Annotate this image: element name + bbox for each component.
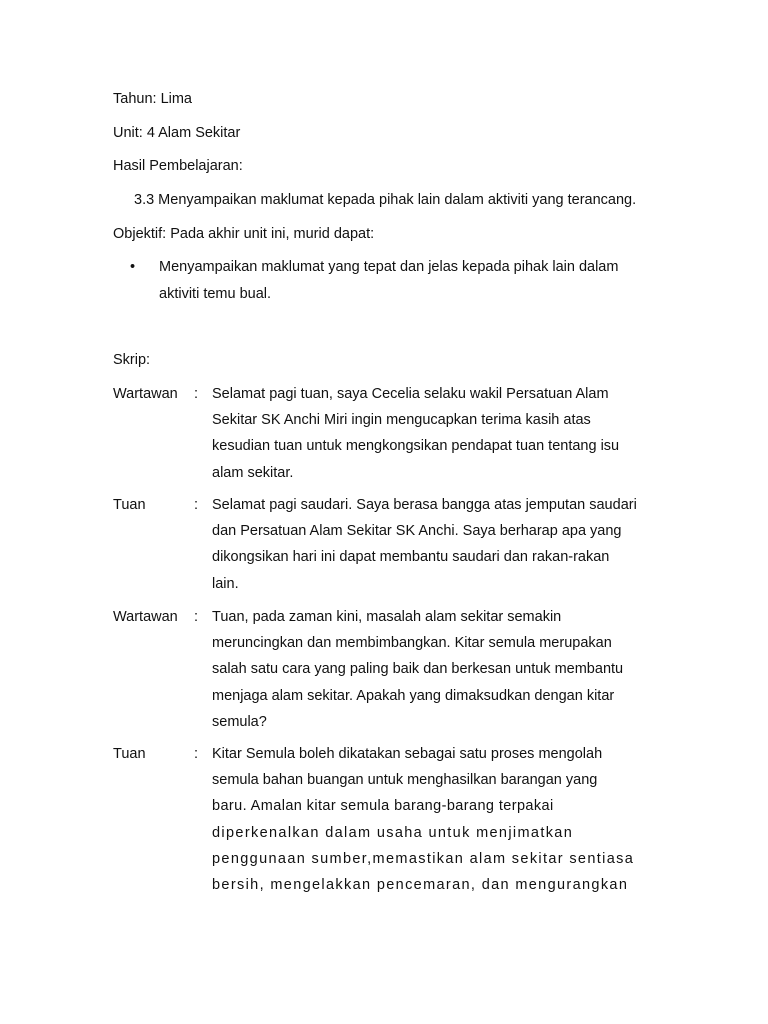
objektif-line: Objektif: Pada akhir unit ini, murid dapat:	[113, 226, 375, 242]
script-label: Skrip:	[113, 352, 151, 368]
bullet-icon: •	[130, 259, 136, 275]
learning-standard: 3.3 Menyampaikan maklumat kepada pihak lain dalam aktiviti yang terancang.	[134, 192, 637, 208]
unit-line: Unit: 4 Alam Sekitar	[113, 125, 241, 141]
dialogue-line: dikongsikan hari ini dapat membantu saudari dan rakan-rakan	[212, 549, 610, 566]
speaker-name: Wartawan	[113, 609, 178, 625]
dialogue-text	[212, 741, 662, 898]
dialogue-line: salah satu cara yang paling baik dan berkesan untuk membantu	[212, 661, 624, 678]
speaker-name: Wartawan	[113, 386, 178, 402]
speaker-name: Tuan	[113, 497, 146, 513]
dialogue-line: lain.	[212, 575, 239, 592]
dialogue-line: penggunaan sumber,memastikan alam sekitar sentiasa	[212, 850, 635, 867]
dialogue-line: meruncingkan dan membimbangkan. Kitar semula merupakan	[212, 635, 612, 652]
dialogue-line: Sekitar SK Anchi Miri ingin mengucapkan terima kasih atas	[212, 412, 591, 429]
speaker-colon: :	[194, 386, 199, 402]
dialogue-line: Selamat pagi saudari. Saya berasa bangga atas jemputan saudari	[212, 497, 637, 513]
dialogue-line: dan Persatuan Alam Sekitar SK Anchi. Saya berharap apa yang	[212, 523, 622, 540]
dialogue-line: alam sekitar.	[212, 464, 294, 481]
dialogue-text	[212, 492, 662, 597]
dialogue-line: Kitar Semula boleh dikatakan sebagai satu proses mengolah	[212, 746, 603, 762]
speaker-colon: :	[194, 746, 199, 762]
objective-bullet-line: Menyampaikan maklumat yang tepat dan jelas kepada pihak lain dalam	[159, 259, 619, 275]
objective-bullet-line: aktiviti temu bual.	[159, 285, 272, 302]
dialogue-line: semula?	[212, 713, 267, 730]
dialogue-line: baru. Amalan kitar semula barang-barang terpakai	[212, 798, 554, 815]
dialogue-line: Selamat pagi tuan, saya Cecelia selaku wakil Persatuan Alam	[212, 386, 609, 402]
tahun-line: Tahun: Lima	[113, 91, 192, 107]
dialogue-line: semula bahan buangan untuk menghasilkan barangan yang	[212, 772, 598, 789]
dialogue-line: diperkenalkan dalam usaha untuk menjimatkan	[212, 824, 574, 841]
dialogue-line: Tuan, pada zaman kini, masalah alam sekitar semakin	[212, 609, 562, 625]
hasil-heading: Hasil Pembelajaran:	[113, 158, 243, 174]
speaker-name: Tuan	[113, 746, 146, 762]
dialogue-line: bersih, mengelakkan pencemaran, dan mengurangkan	[212, 877, 629, 894]
dialogue-text	[212, 381, 662, 486]
dialogue-line: kesudian tuan untuk mengkongsikan pendapat tuan tentang isu	[212, 438, 620, 455]
speaker-colon: :	[194, 609, 199, 625]
dialogue-text	[212, 604, 662, 735]
speaker-colon: :	[194, 497, 199, 513]
dialogue-line: menjaga alam sekitar. Apakah yang dimaksudkan dengan kitar	[212, 687, 615, 704]
objective-bullet	[159, 254, 679, 307]
